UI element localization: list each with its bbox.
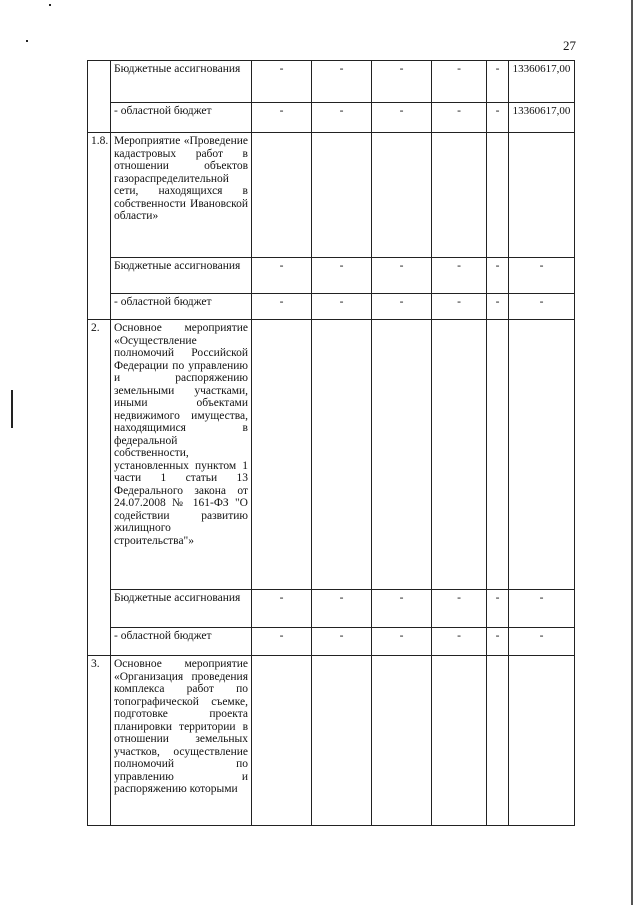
value-cell: - <box>432 294 487 320</box>
value-cell: - <box>312 61 372 103</box>
value-cell: - <box>432 61 487 103</box>
empty-cell <box>252 656 312 826</box>
value-cell: - <box>487 628 509 656</box>
value-cell: - <box>312 258 372 294</box>
regional-budget-label: - областной бюджет <box>111 294 252 320</box>
value-cell: - <box>312 103 372 133</box>
value-cell: - <box>372 258 432 294</box>
row-number: 2. <box>88 320 111 656</box>
empty-cell <box>509 133 575 258</box>
table-row <box>88 590 575 628</box>
value-cell: - <box>432 590 487 628</box>
empty-cell <box>312 656 372 826</box>
table-row <box>88 628 575 656</box>
empty-cell <box>509 656 575 826</box>
budget-table <box>87 60 575 826</box>
row-number <box>88 61 111 133</box>
value-cell: - <box>252 590 312 628</box>
table-row <box>88 656 575 826</box>
table-row <box>88 294 575 320</box>
value-cell: - <box>509 628 575 656</box>
value-cell: - <box>509 294 575 320</box>
page-number: 27 <box>563 38 576 53</box>
empty-cell <box>252 133 312 258</box>
value-cell: - <box>252 628 312 656</box>
empty-cell <box>372 133 432 258</box>
value-cell: - <box>432 258 487 294</box>
empty-cell <box>509 320 575 590</box>
table-row <box>88 258 575 294</box>
value-cell: - <box>372 628 432 656</box>
scan-mark <box>26 40 28 42</box>
value-cell: - <box>487 61 509 103</box>
budget-appropriations-label: Бюджетные ассигнования <box>111 258 252 294</box>
value-cell: - <box>432 628 487 656</box>
regional-budget-label: - областной бюджет <box>111 103 252 133</box>
value-cell: - <box>487 258 509 294</box>
row-number: 3. <box>88 656 111 826</box>
scan-mark <box>11 390 13 428</box>
budget-appropriations-label: Бюджетные ассигнования <box>111 61 252 103</box>
value-cell: - <box>372 294 432 320</box>
table-row <box>88 103 575 133</box>
empty-cell <box>312 133 372 258</box>
value-cell: - <box>432 103 487 133</box>
value-cell: - <box>487 103 509 133</box>
table-row <box>88 133 575 258</box>
value-cell: - <box>372 103 432 133</box>
table-row <box>88 320 575 590</box>
value-cell: - <box>312 294 372 320</box>
empty-cell <box>372 320 432 590</box>
value-cell: - <box>372 61 432 103</box>
empty-cell <box>432 656 487 826</box>
budget-appropriations-label: Бюджетные ассигнования <box>111 590 252 628</box>
empty-cell <box>432 133 487 258</box>
measure-description: Основное мероприятие «Осуществление полномочий Российской Федерации по управлению и распоряжению земельными участками, иными объектами недвижимого имущества, находящимися в федеральной собственности, установленных пунктом 1 части 1 статьи 13 Федерального закона от 24.07.2008 № 161-ФЗ "О содействии развитию жилищного строительства"» <box>111 320 252 590</box>
value-cell: - <box>487 590 509 628</box>
amount-cell: 13360617,00 <box>509 103 575 133</box>
empty-cell <box>372 656 432 826</box>
measure-description: Мероприятие «Проведение кадастровых работ в отношении объектов газораспределительной сети, находящихся в собственности Ивановской области» <box>111 133 252 258</box>
value-cell: - <box>252 61 312 103</box>
value-cell: - <box>509 590 575 628</box>
empty-cell <box>487 320 509 590</box>
value-cell: - <box>509 258 575 294</box>
value-cell: - <box>312 590 372 628</box>
value-cell: - <box>252 258 312 294</box>
empty-cell <box>432 320 487 590</box>
value-cell: - <box>487 294 509 320</box>
value-cell: - <box>312 628 372 656</box>
value-cell: - <box>252 103 312 133</box>
scan-mark <box>49 4 51 6</box>
empty-cell <box>487 133 509 258</box>
measure-description: Основное мероприятие «Организация проведения комплекса работ по топографической съемке, подготовке проекта планировки территории в отношении земельных участков, осуществление полномочий по управлению и распоряжению которыми <box>111 656 252 826</box>
empty-cell <box>312 320 372 590</box>
row-number: 1.8. <box>88 133 111 320</box>
empty-cell <box>252 320 312 590</box>
table-row <box>88 61 575 103</box>
scan-mark <box>631 0 633 905</box>
value-cell: - <box>252 294 312 320</box>
empty-cell <box>487 656 509 826</box>
amount-cell: 13360617,00 <box>509 61 575 103</box>
regional-budget-label: - областной бюджет <box>111 628 252 656</box>
value-cell: - <box>372 590 432 628</box>
